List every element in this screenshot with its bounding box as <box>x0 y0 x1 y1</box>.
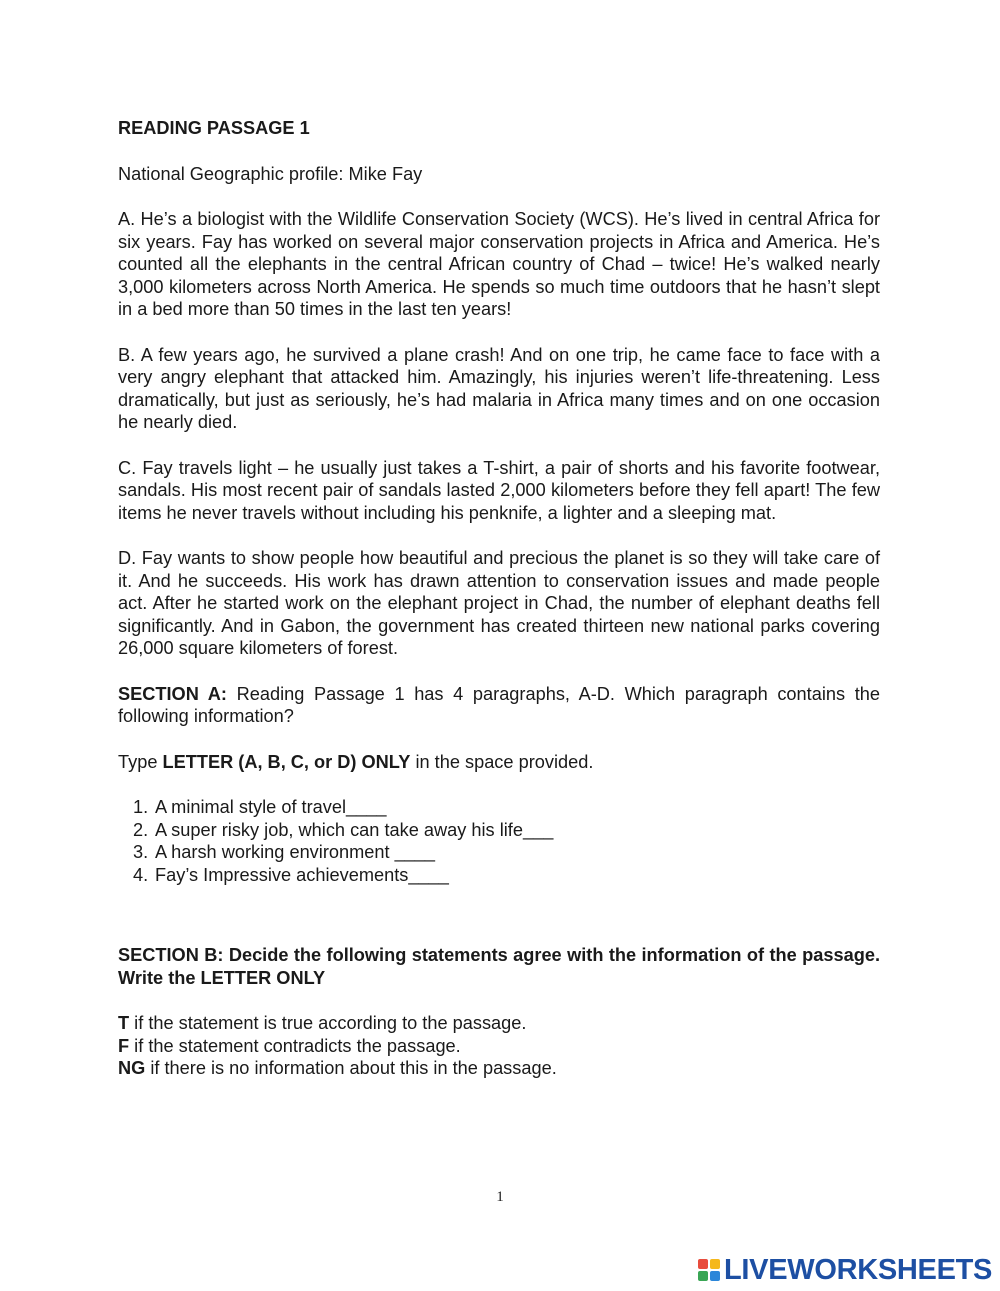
passage-heading: READING PASSAGE 1 <box>118 118 310 138</box>
section-a-questions <box>118 796 880 886</box>
option-f <box>118 1035 880 1058</box>
option-text: if the statement contradicts the passage. <box>129 1035 461 1056</box>
type-suffix: in the space provided. <box>410 751 594 772</box>
section-b-heading: SECTION B: Decide the following statements agree with the information of the passage. Write the LETTER ONLY <box>118 945 880 988</box>
brand-text: LIVEWORKSHEETS <box>724 1253 993 1286</box>
question-1[interactable]: A minimal style of travel____ <box>155 797 387 817</box>
section-a-text: Reading Passage 1 has 4 paragraphs, A-D. Which paragraph contains the following information? <box>118 683 880 726</box>
paragraph-a: A. He’s a biologist with the Wildlife Conservation Society (WCS). He’s lived in central Africa for six years. Fay has worked on several major conservation projects in Africa and America. He’s counted all the elephants in the central African country of Chad – twice! He’s walked nearly 3,000 kilometers across North America. He spends so much time outdoors that he hasn’t slept in a bed more than 50 times in the last ten years! <box>118 209 880 319</box>
option-ng <box>118 1057 880 1080</box>
page-number: 1 <box>496 1189 504 1205</box>
option-text: if there is no information about this in the passage. <box>145 1058 557 1078</box>
liveworksheets-logo[interactable] <box>698 1254 992 1286</box>
section-a-label: SECTION A: <box>118 683 227 704</box>
section-a-type-instruction <box>118 751 880 774</box>
worksheet-page <box>118 117 880 1080</box>
paragraph-c: C. Fay travels light – he usually just takes a T-shirt, a pair of shorts and his favorite footwear, sandals. His most recent pair of sandals lasted 2,000 kilometers before they fell apart! The few items he never travels without including his penknife, a lighter and a sleeping mat. <box>118 457 880 523</box>
section-a-instruction <box>118 683 880 728</box>
type-bold: LETTER (A, B, C, or D) ONLY <box>162 751 411 772</box>
option-code: T <box>118 1013 130 1033</box>
brand-square <box>710 1259 720 1269</box>
paragraph-b: B. A few years ago, he survived a plane crash! And on one trip, he came face to face with a very angry elephant that attacked him. Amazingly, his injuries weren’t life-threatening. Less dramatically, but just as seriously, he’s had malaria in Africa many times and on one occasion he nearly died. <box>118 344 880 432</box>
type-prefix: Type <box>118 751 163 772</box>
brand-square <box>698 1259 708 1269</box>
question-2[interactable]: A super risky job, which can take away his life___ <box>155 819 554 840</box>
option-code: NG <box>118 1058 146 1078</box>
passage-subtitle: National Geographic profile: Mike Fay <box>118 163 423 184</box>
option-code: F <box>118 1035 130 1056</box>
question-4[interactable]: Fay’s Impressive achievements____ <box>155 864 449 885</box>
question-3[interactable]: A harsh working environment ____ <box>155 842 436 862</box>
brand-squares-icon <box>698 1259 720 1281</box>
option-t <box>118 1012 880 1035</box>
brand-square <box>710 1271 720 1281</box>
paragraph-d: D. Fay wants to show people how beautiful and precious the planet is so they will take care of it. And he succeeds. His work has drawn attention to conservation issues and made people act. After he started work on the elephant project in Chad, the number of elephant deaths fell significantly. And in Gabon, the government has created thirteen new national parks covering 26,000 square kilometers of forest. <box>118 548 880 658</box>
option-text: if the statement is true according to the passage. <box>129 1013 527 1033</box>
brand-square <box>698 1271 708 1281</box>
